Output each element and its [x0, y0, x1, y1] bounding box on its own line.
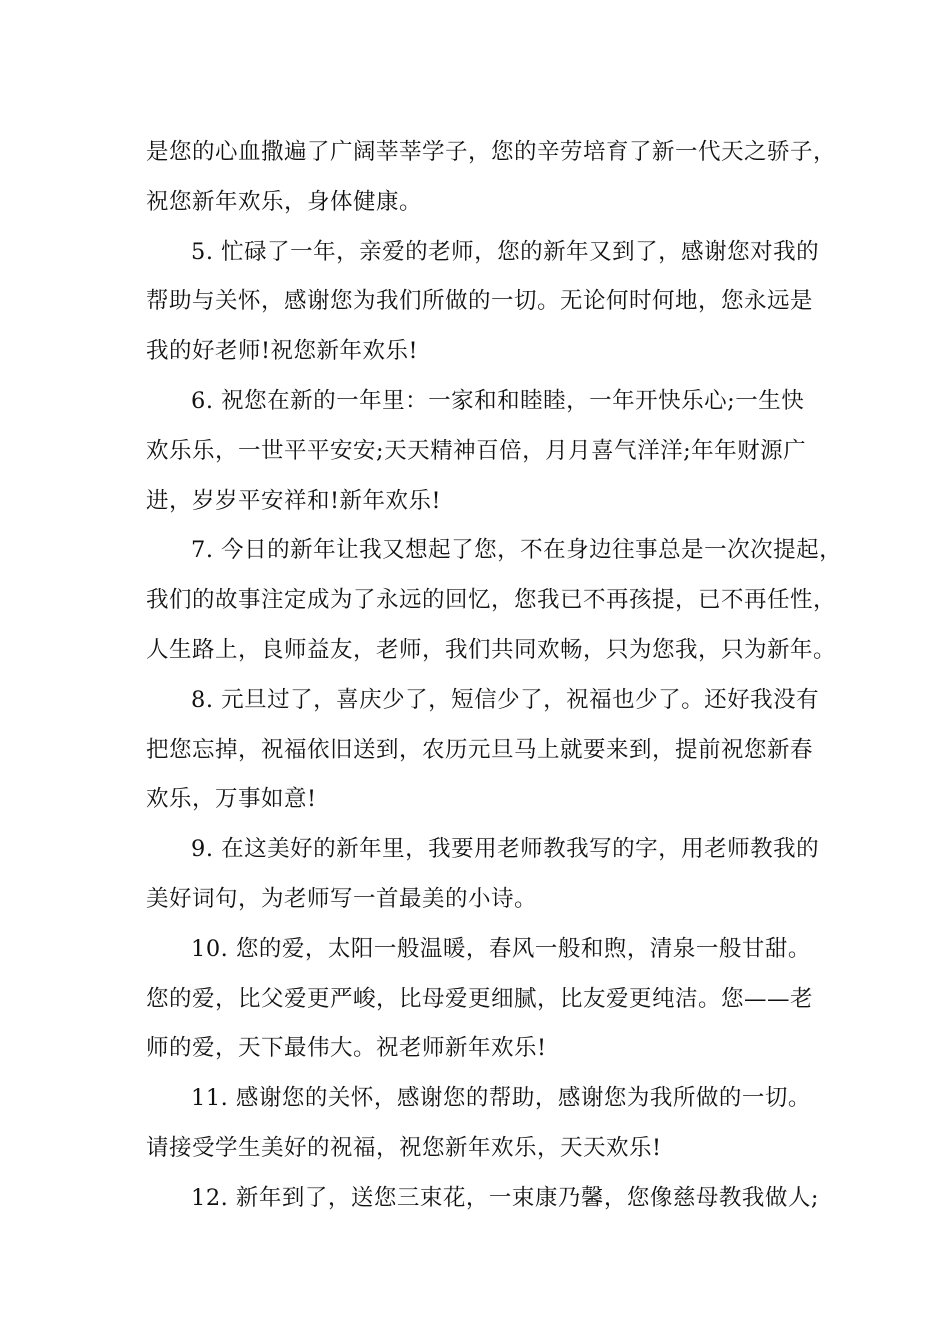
text-line: 10. 您的爱，太阳一般温暖，春风一般和煦，清泉一般甘甜。 — [191, 935, 811, 962]
paragraph-item-9 — [146, 825, 820, 925]
text-line: 8. 元旦过了，喜庆少了，短信少了，祝福也少了。还好我没有 — [191, 686, 820, 713]
text-line: 是您的心血撒遍了广阔莘莘学子，您的辛劳培育了新一代天之骄子， — [146, 139, 837, 165]
text-line: 6. 祝您在新的一年里：一家和和睦睦，一年开快乐心;一生快 — [191, 387, 805, 414]
text-line: 美好词句，为老师写一首最美的小诗。 — [146, 885, 538, 912]
text-line: 11. 感谢您的关怀，感谢您的帮助，感谢您为我所做的一切。 — [191, 1085, 811, 1112]
text-line: 人生路上，良师益友，老师，我们共同欢畅，只为您我，只为新年。 — [146, 636, 837, 663]
text-line: 5. 忙碌了一年，亲爱的老师，您的新年又到了，感谢您对我的 — [191, 238, 820, 265]
paragraph-item-5 — [146, 228, 820, 377]
paragraph-continuation — [146, 128, 837, 228]
paragraph-item-11 — [146, 1074, 810, 1174]
paragraph-item-7 — [146, 526, 843, 675]
text-line: 7. 今日的新年让我又想起了您，不在身边往事总是一次次提起， — [191, 537, 843, 564]
paragraph-item-8 — [146, 676, 820, 825]
text-line: 9. 在这美好的新年里，我要用老师教我写的字，用老师教我的 — [191, 836, 820, 863]
text-line: 我的好老师!祝您新年欢乐! — [146, 338, 419, 365]
paragraph-item-12 — [146, 1174, 820, 1224]
text-line: 帮助与关怀，感谢您为我们所做的一切。无论何时何地，您永远是 — [146, 288, 814, 315]
text-line: 欢乐乐，一世平平安安;天天精神百倍，月月喜气洋洋;年年财源广 — [146, 437, 807, 464]
text-line: 请接受学生美好的祝福，祝您新年欢乐，天天欢乐! — [146, 1134, 662, 1161]
paragraph-item-10 — [146, 925, 814, 1074]
document-body — [146, 128, 843, 1224]
text-line: 进，岁岁平安祥和!新年欢乐! — [146, 487, 442, 514]
text-line: 我们的故事注定成为了永远的回忆，您我已不再孩提，已不再任性， — [146, 587, 837, 614]
text-line: 祝您新年欢乐，身体健康。 — [146, 188, 423, 215]
text-line: 师的爱，天下最伟大。祝老师新年欢乐! — [146, 1035, 547, 1062]
text-line: 您的爱，比父爱更严峻，比母爱更细腻，比友爱更纯洁。您——老 — [146, 985, 814, 1012]
paragraph-item-6 — [146, 377, 810, 526]
text-line: 把您忘掉，祝福依旧送到，农历元旦马上就要来到，提前祝您新春 — [146, 736, 814, 763]
text-line: 12. 新年到了，送您三束花，一束康乃馨，您像慈母教我做人; — [191, 1184, 820, 1211]
text-line: 欢乐，万事如意! — [146, 786, 317, 813]
